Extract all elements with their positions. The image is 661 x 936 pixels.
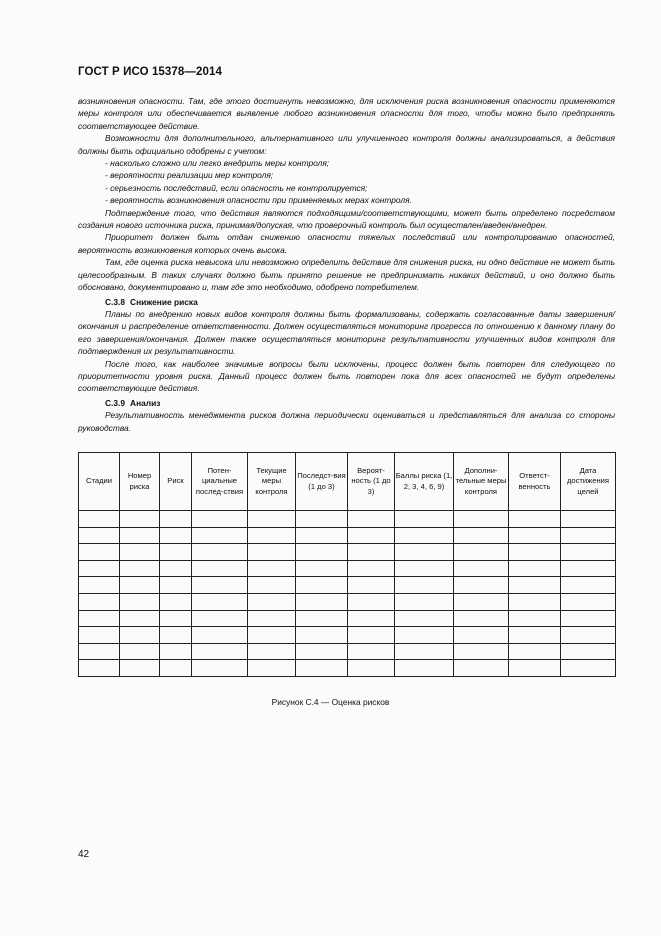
table-cell	[395, 660, 454, 677]
table-cell	[160, 643, 192, 660]
section-number: С.3.9	[105, 397, 126, 408]
table-cell	[120, 627, 160, 644]
table-cell	[395, 544, 454, 561]
table-row	[79, 593, 616, 610]
column-header: Риск	[160, 453, 192, 511]
table-cell	[296, 527, 348, 544]
column-header: Баллы риска (1, 2, 3, 4, 6, 9)	[395, 453, 454, 511]
table-cell	[120, 593, 160, 610]
table-cell	[561, 577, 616, 594]
column-header: Потен-циальные послед-ствия	[192, 453, 248, 511]
table-cell	[248, 610, 296, 627]
table-cell	[120, 527, 160, 544]
paragraph: Там, где оценка риска невысока или невозможно определить действие для снижения риска, ни одно действие не может быть целесообразным. В таких случаях должно быть принято решение не предпринимать никаких действий, и оно должно быть обосновано, документировано и, там где это необходимо, одобрено потребителем.	[78, 257, 615, 293]
section-heading-c38	[78, 296, 615, 308]
table-cell	[395, 643, 454, 660]
table-cell	[248, 593, 296, 610]
table-cell	[192, 544, 248, 561]
document-header: ГОСТ Р ИСО 15378—2014	[78, 66, 223, 78]
table-cell	[348, 560, 395, 577]
table-cell	[248, 560, 296, 577]
section-number: С.3.8	[105, 296, 126, 307]
risk-assessment-table	[78, 452, 616, 677]
table-cell	[79, 577, 120, 594]
table-cell	[348, 610, 395, 627]
list-item: - вероятность возникновения опасности при применяемых мерах контроля.	[105, 195, 412, 206]
table-cell	[192, 660, 248, 677]
table-cell	[120, 577, 160, 594]
table-cell	[248, 511, 296, 528]
paragraph: После того, как наиболее значимые вопросы были исключены, процесс должен быть повторен для следующего по приоритетности уровня риска. Данный процесс должен быть повторен пока для всех опасностей не будут определены соответствующие действия.	[78, 358, 615, 394]
table-cell	[296, 660, 348, 677]
list-item: - серьезность последствий, если опасность не контролируется;	[105, 182, 368, 193]
table-cell	[296, 610, 348, 627]
table-cell	[296, 577, 348, 594]
table-cell	[296, 544, 348, 561]
table-cell	[192, 627, 248, 644]
table-cell	[192, 610, 248, 627]
section-title: Снижение риска	[130, 296, 198, 307]
table-cell	[160, 610, 192, 627]
table-cell	[160, 560, 192, 577]
table-cell	[248, 577, 296, 594]
column-header: Ответст-венность	[509, 453, 561, 511]
column-header: Стадии	[79, 453, 120, 511]
table-cell	[395, 577, 454, 594]
table-cell	[348, 577, 395, 594]
table-cell	[509, 643, 561, 660]
table-cell	[160, 577, 192, 594]
table-cell	[348, 511, 395, 528]
table-cell	[79, 560, 120, 577]
table-cell	[348, 627, 395, 644]
table-cell	[509, 610, 561, 627]
column-header: Текущие меры контроля	[248, 453, 296, 511]
table-cell	[561, 560, 616, 577]
table-cell	[248, 643, 296, 660]
table-cell	[348, 544, 395, 561]
paragraph: возникновения опасности. Там, где этого достигнуть невозможно, для исключения риска возникновения опасности применяются меры контроля или обеспечивается выявление любого возникновения опасности для того, чтобы можно было предпринять соответствующее действие.	[78, 96, 615, 131]
section-heading-c39	[78, 397, 615, 409]
table-cell	[192, 577, 248, 594]
table-cell	[509, 660, 561, 677]
table-cell	[348, 660, 395, 677]
table-cell	[454, 527, 509, 544]
table-cell	[192, 593, 248, 610]
table-cell	[248, 627, 296, 644]
column-header: Дополни-тельные меры контроля	[454, 453, 509, 511]
table-cell	[395, 593, 454, 610]
table-cell	[160, 627, 192, 644]
table-cell	[296, 627, 348, 644]
list-item: - насколько сложно или легко внедрить меры контроля;	[105, 158, 330, 169]
table-header-row	[79, 453, 616, 511]
table-cell	[348, 527, 395, 544]
table-cell	[296, 560, 348, 577]
column-header: Последст-вия (1 до 3)	[296, 453, 348, 511]
table-row	[79, 627, 616, 644]
column-header: Вероят-ность (1 до 3)	[348, 453, 395, 511]
table-cell	[192, 511, 248, 528]
table-cell	[192, 560, 248, 577]
table-cell	[79, 544, 120, 561]
paragraph: Приоритет должен быть отдан снижению опасности тяжелых последствий или контролированию опасностей, вероятность возникновения которых очень высока.	[78, 232, 615, 255]
table-cell	[509, 627, 561, 644]
column-header: Номер риска	[120, 453, 160, 511]
table-cell	[120, 511, 160, 528]
paragraph: Подтверждение того, что действия являются подходящими/соответствующими, может быть определено посредством создания нового источника риска, принимая/допуская, что проверочный контроль был осуществлен/введен/внедрен.	[78, 207, 615, 231]
table-cell	[120, 610, 160, 627]
table-cell	[509, 593, 561, 610]
table-row	[79, 610, 616, 627]
table-cell	[561, 527, 616, 544]
table-cell	[395, 610, 454, 627]
table-cell	[296, 643, 348, 660]
table-cell	[248, 527, 296, 544]
table-cell	[160, 511, 192, 528]
paragraph: Возможности для дополнительного, альтернативного или улучшенного контроля должны анализироваться, а действия должны быть официально одобрены с учетом:	[78, 133, 615, 156]
table-cell	[454, 593, 509, 610]
table-cell	[509, 577, 561, 594]
table-cell	[454, 660, 509, 677]
body-text	[78, 95, 615, 434]
table-cell	[395, 627, 454, 644]
page-number: 42	[78, 849, 90, 860]
table-cell	[509, 544, 561, 561]
table-row	[79, 660, 616, 677]
table-cell	[120, 544, 160, 561]
table-cell	[79, 527, 120, 544]
table-cell	[348, 593, 395, 610]
table-row	[79, 511, 616, 528]
table-cell	[561, 610, 616, 627]
table-cell	[296, 511, 348, 528]
table-cell	[509, 511, 561, 528]
table-cell	[160, 660, 192, 677]
table-row	[79, 577, 616, 594]
table-cell	[454, 544, 509, 561]
table-cell	[79, 627, 120, 644]
table-cell	[120, 643, 160, 660]
table-cell	[454, 610, 509, 627]
table-cell	[120, 660, 160, 677]
figure-caption: Рисунок С.4 — Оценка рисков	[271, 697, 390, 707]
list-item: - вероятности реализации мер контроля;	[105, 170, 274, 181]
paragraph: Результативность менеджмента рисков должна периодически оцениваться и представляться для анализа со стороны руководства.	[78, 410, 615, 433]
table-cell	[509, 527, 561, 544]
table-cell	[454, 560, 509, 577]
table-cell	[454, 577, 509, 594]
table-cell	[120, 560, 160, 577]
table-cell	[79, 511, 120, 528]
table-cell	[395, 560, 454, 577]
table-cell	[248, 544, 296, 561]
table-cell	[454, 627, 509, 644]
paragraph: Планы по внедрению новых видов контроля должны быть формализованы, содержать согласованные даты завершения/окончания и распределение ответственности. Должен осуществляться мониторинг прогресса по отношению к данному плану до его завершения/окончания. Должен также осуществляться мониторинг результативности улучшенных видов контроля для подтверждения их результативности.	[78, 308, 615, 357]
table-row	[79, 544, 616, 561]
table-cell	[561, 511, 616, 528]
table-cell	[561, 660, 616, 677]
table-cell	[79, 593, 120, 610]
table-cell	[79, 660, 120, 677]
section-title: Анализ	[130, 397, 161, 408]
table-body	[79, 511, 616, 677]
table-cell	[561, 544, 616, 561]
table-cell	[454, 511, 509, 528]
table-cell	[348, 643, 395, 660]
table-row	[79, 527, 616, 544]
table-cell	[395, 511, 454, 528]
table-cell	[296, 593, 348, 610]
table-cell	[561, 593, 616, 610]
table-cell	[248, 660, 296, 677]
table-cell	[561, 643, 616, 660]
table-cell	[561, 627, 616, 644]
table-cell	[160, 527, 192, 544]
table-cell	[192, 643, 248, 660]
table-cell	[395, 527, 454, 544]
column-header: Дата достижения целей	[561, 453, 616, 511]
table-cell	[454, 643, 509, 660]
table-cell	[160, 544, 192, 561]
table-row	[79, 560, 616, 577]
table-cell	[79, 643, 120, 660]
table-cell	[192, 527, 248, 544]
table-cell	[509, 560, 561, 577]
table-cell	[79, 610, 120, 627]
table-row	[79, 643, 616, 660]
table-cell	[160, 593, 192, 610]
